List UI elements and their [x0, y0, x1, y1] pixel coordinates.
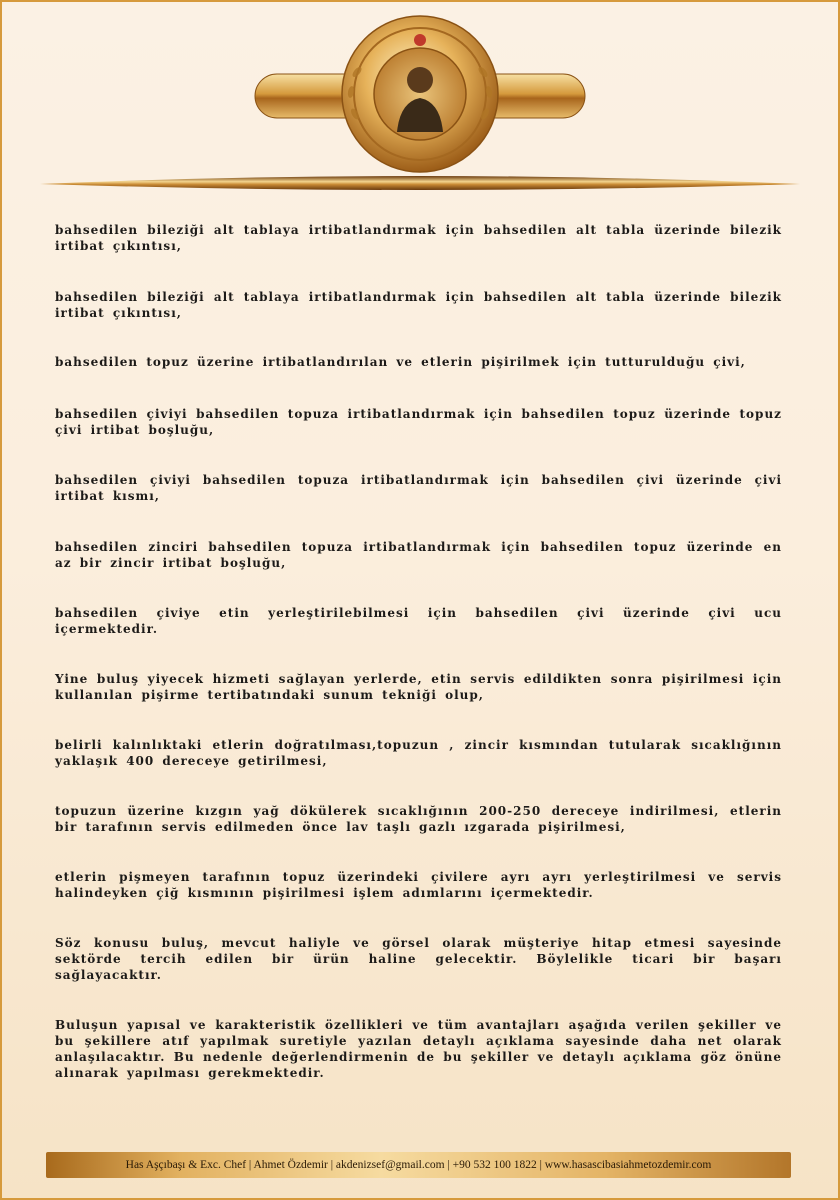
paragraph: bahsedilen çiviyi bahsedilen topuza irtibatlandırmak için bahsedilen çivi üzerinde çivi irtibat kısmı,: [55, 473, 782, 503]
paragraph: bahsedilen bileziği alt tablaya irtibatlandırmak için bahsedilen alt tabla üzerinde bilezik irtibat çıkıntısı,: [55, 290, 782, 320]
footer-contact-text: Has Aşçıbaşı & Exc. Chef | Ahmet Özdemir | akdenizsef@gmail.com | +90 532 100 1822 | www.hasascibasiahmetozdemir.com: [125, 1159, 712, 1171]
paragraph: belirli kalınlıktaki etlerin doğratılması,topuzun , zincir kısmından tutularak sıcaklığının yaklaşık 400 dereceye getirilmesi,: [55, 738, 782, 768]
paragraph: Söz konusu buluş, mevcut haliyle ve görsel olarak müşteriye hitap etmesi sayesinde sektörde tercih edilen bir ürün haline gelecektir. Böylelikle ticari bir başarı sağlayacaktır.: [55, 936, 782, 982]
paragraph: bahsedilen zinciri bahsedilen topuza irtibatlandırmak için bahsedilen topuz üzerinde en az bir zincir irtibat boşluğu,: [55, 540, 782, 570]
paragraph: topuzun üzerine kızgın yağ dökülerek sıcaklığının 200-250 dereceye indirilmesi, etlerin bir tarafının servis edilmeden önce lav taşlı gazlı ızgarada pişirilmesi,: [55, 804, 782, 834]
chef-emblem-logo: [245, 12, 595, 177]
paragraph: bahsedilen topuz üzerine irtibatlandırılan ve etlerin pişirilmek için tutturulduğu çivi,: [55, 355, 746, 369]
footer-bar: [46, 1152, 791, 1178]
header-divider: [40, 172, 800, 196]
paragraph: bahsedilen çiviyi bahsedilen topuza irtibatlandırmak için bahsedilen topuz üzerinde topuz çivi irtibat boşluğu,: [55, 407, 782, 437]
paragraph: Yine buluş yiyecek hizmeti sağlayan yerlerde, etin servis edildikten sonra pişirilmesi için kullanılan pişirme tertibatındaki sunum tekniği olup,: [55, 672, 782, 702]
paragraph: bahsedilen çiviye etin yerleştirilebilmesi için bahsedilen çivi üzerinde çivi ucu içermektedir.: [55, 606, 782, 636]
paragraph: etlerin pişmeyen tarafının topuz üzerindeki çivilere ayrı ayrı yerleştirilmesi ve servis halindeyken çiğ kısmının pişirilmesi işlem adımlarını içermektedir.: [55, 870, 782, 900]
paragraph: bahsedilen bileziği alt tablaya irtibatlandırmak için bahsedilen alt tabla üzerinde bilezik irtibat çıkıntısı,: [55, 223, 782, 253]
paragraph: Buluşun yapısal ve karakteristik özellikleri ve tüm avantajları aşağıda verilen şekiller ve bu şekillere atıf yapılmak suretiyle yazılan detaylı açıklama sayesinde daha net olarak anlaşılacaktır. Bu nedenle değerlendirmenin de bu şekiller ve detaylı açıklama göz önüne alınarak yapılması gerekmektedir.: [55, 1018, 782, 1080]
